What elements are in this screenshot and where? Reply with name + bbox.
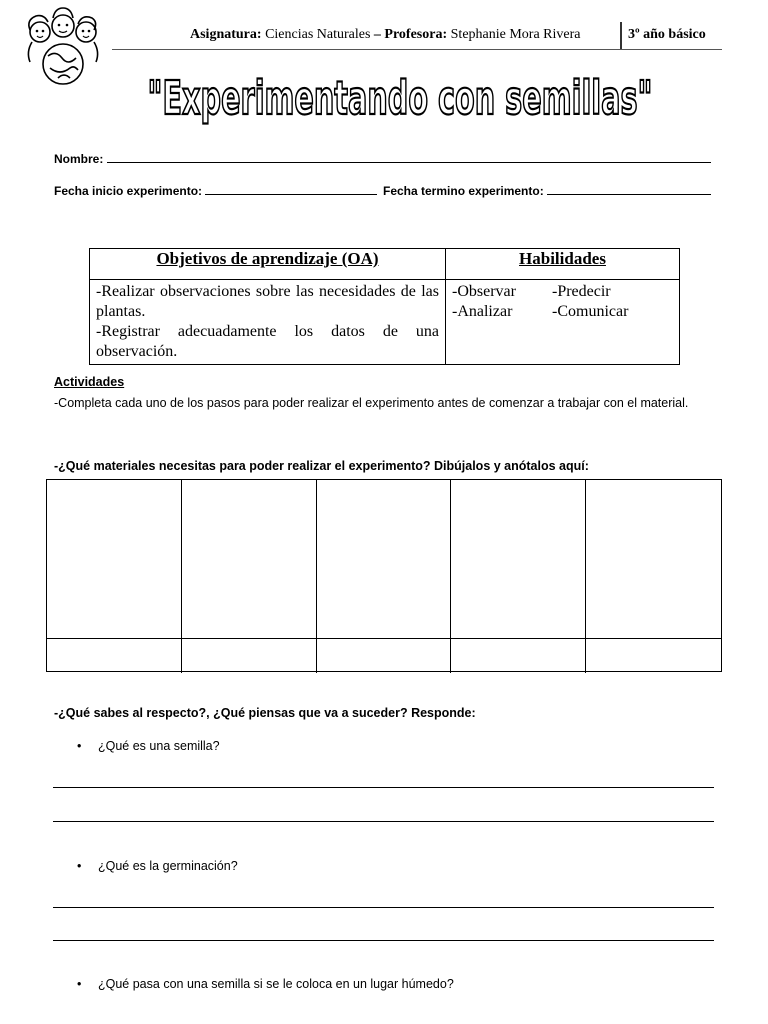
activities-heading: Actividades	[54, 375, 125, 389]
name-field	[54, 151, 711, 166]
skills-cell	[446, 280, 680, 365]
question-item	[54, 739, 220, 753]
drawing-box[interactable]	[317, 480, 452, 639]
drawing-box[interactable]	[451, 480, 586, 639]
question-text: ¿Qué es la germinación?	[98, 859, 238, 873]
label-box[interactable]	[317, 639, 452, 673]
label-box[interactable]	[182, 639, 317, 673]
end-date-label: Fecha termino experimento:	[383, 184, 544, 198]
materials-drawing-grid	[46, 479, 722, 672]
bullet-icon: •	[77, 977, 82, 991]
predictions-question: -¿Qué sabes al respecto?, ¿Qué piensas que va a suceder? Responde:	[54, 706, 476, 720]
question-text: ¿Qué pasa con una semilla si se le coloca en un lugar húmedo?	[98, 977, 454, 991]
bullet-icon: •	[77, 739, 82, 753]
header-subject-teacher	[190, 27, 581, 43]
teacher-label: Profesora:	[384, 27, 448, 42]
start-date-field	[54, 183, 377, 198]
end-date-field	[383, 183, 711, 198]
question-item	[54, 977, 454, 991]
materials-question: -¿Qué materiales necesitas para poder realizar el experimento? Dibújalos y anótalos aquí:	[54, 459, 589, 473]
objectives-header: Objetivos de aprendizaje (OA)	[90, 249, 446, 280]
drawing-box[interactable]	[182, 480, 317, 639]
answer-line[interactable]	[53, 940, 714, 941]
teacher-value: Stephanie Mora Rivera	[450, 27, 581, 42]
end-date-input-line[interactable]	[547, 183, 711, 195]
question-text: ¿Qué es una semilla?	[98, 739, 220, 753]
drawing-box[interactable]	[47, 480, 182, 639]
skill-item: -Observar	[452, 283, 516, 300]
start-date-input-line[interactable]	[205, 183, 377, 195]
subject-value: Ciencias Naturales	[265, 27, 371, 42]
header-divider	[620, 22, 622, 50]
objective-item: -Registrar adecuadamente los datos de una observación.	[96, 323, 439, 360]
skill-item: -Analizar	[452, 303, 513, 320]
start-date-label: Fecha inicio experimento:	[54, 184, 203, 198]
subject-label: Asignatura:	[190, 27, 262, 42]
name-input-line[interactable]	[107, 151, 711, 163]
skills-header: Habilidades	[446, 249, 680, 280]
answer-line[interactable]	[53, 821, 714, 822]
label-box[interactable]	[47, 639, 182, 673]
skill-item: -Predecir	[552, 283, 611, 300]
bullet-icon: •	[77, 859, 82, 873]
school-logo-image	[18, 6, 108, 88]
answer-line[interactable]	[53, 907, 714, 908]
skill-item: -Comunicar	[552, 303, 629, 320]
drawing-box[interactable]	[586, 480, 721, 639]
grade-label: 3º año básico	[628, 27, 706, 42]
objectives-cell	[90, 280, 446, 365]
objectives-table	[89, 248, 680, 365]
activities-instruction: -Completa cada uno de los pasos para poder realizar el experimento antes de comenzar a trabajar con el material.	[54, 396, 689, 410]
worksheet-title	[140, 58, 660, 138]
question-item	[54, 859, 238, 873]
header-separator: –	[373, 27, 381, 42]
answer-line[interactable]	[53, 787, 714, 788]
name-label: Nombre:	[54, 152, 104, 166]
label-box[interactable]	[451, 639, 586, 673]
objective-item: -Realizar observaciones sobre las necesidades de las plantas.	[96, 283, 439, 320]
worksheet-title-text: "Experimentando con semillas"	[147, 71, 653, 125]
label-box[interactable]	[586, 639, 721, 673]
header-rule	[112, 49, 722, 50]
